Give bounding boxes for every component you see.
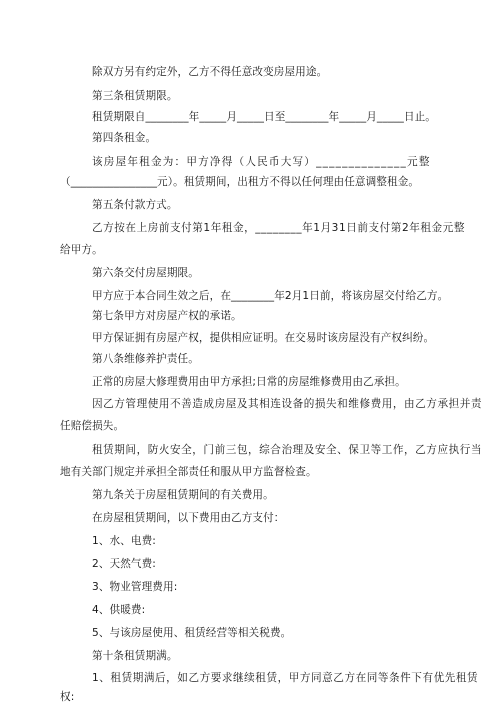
text-line: 租赁期限自________年_____月_____日至________年_____月_____日止。	[92, 111, 436, 123]
text-line: 租赁期间，防火安全，门前三包，综合治理及安全、保卫等工作，乙方应执行当	[92, 444, 483, 456]
section-heading: 第十条租赁期满。	[92, 650, 178, 662]
text-line: （________________元）。租赁期间，出租方不得以任何理由任意调整租金。	[60, 176, 420, 188]
text-line: 甲方应于本合同生效之后，在________年2月1日前，将该房屋交付给乙方。	[92, 290, 449, 302]
text-line: 甲方保证拥有房屋产权，提供相应证明。在交易时该房屋没有产权纠纷。	[92, 332, 435, 344]
text-line: 除双方另有约定外，乙方不得任意改变房屋用途。	[92, 66, 328, 78]
text-line: 因乙方管理使用不善造成房屋及其相连设备的损失和维修费用，由乙方承担并责	[92, 398, 483, 410]
text-line: 给甲方。	[60, 244, 103, 256]
list-item: 2、天然气费:	[92, 558, 156, 570]
text-line: 乙方按在上房前支付第1年租金，________年1月31日前支付第2年租金元整	[92, 222, 465, 234]
list-item: 1、水、电费:	[92, 535, 156, 547]
text-line: 正常的房屋大修理费用由甲方承担;日常的房屋维修费用由乙承担。	[92, 376, 406, 388]
section-heading: 第六条交付房屋期限。	[92, 267, 199, 279]
section-heading: 第八条维修养护责任。	[92, 353, 199, 365]
text-line: 1、租赁期满后，如乙方要求继续租赁，甲方同意乙方在同等条件下有优先租赁	[92, 672, 479, 684]
text-line: 地有关部门规定并承担全部责任和服从甲方监督检查。	[60, 466, 317, 478]
text-line: 权:	[60, 691, 75, 703]
section-heading: 第九条关于房屋租赁期间的有关费用。	[92, 489, 274, 501]
text-line: 任赔偿损失。	[60, 420, 125, 432]
section-heading: 第三条租赁期限。	[92, 90, 178, 102]
list-item: 3、物业管理费用:	[92, 581, 178, 593]
text-line: 该房屋年租金为：甲方净得（人民币大写）______________元整	[92, 156, 431, 168]
list-item: 4、供暖费:	[92, 604, 146, 616]
text-line: 在房屋租赁期间，以下费用由乙方支付：	[92, 512, 285, 524]
section-heading: 第五条付款方式。	[92, 199, 178, 211]
section-heading: 第四条租金。	[92, 132, 157, 144]
list-item: 5、与该房屋使用、租赁经营等相关税费。	[92, 627, 292, 639]
section-heading: 第七条甲方对房屋产权的承诺。	[92, 310, 242, 322]
